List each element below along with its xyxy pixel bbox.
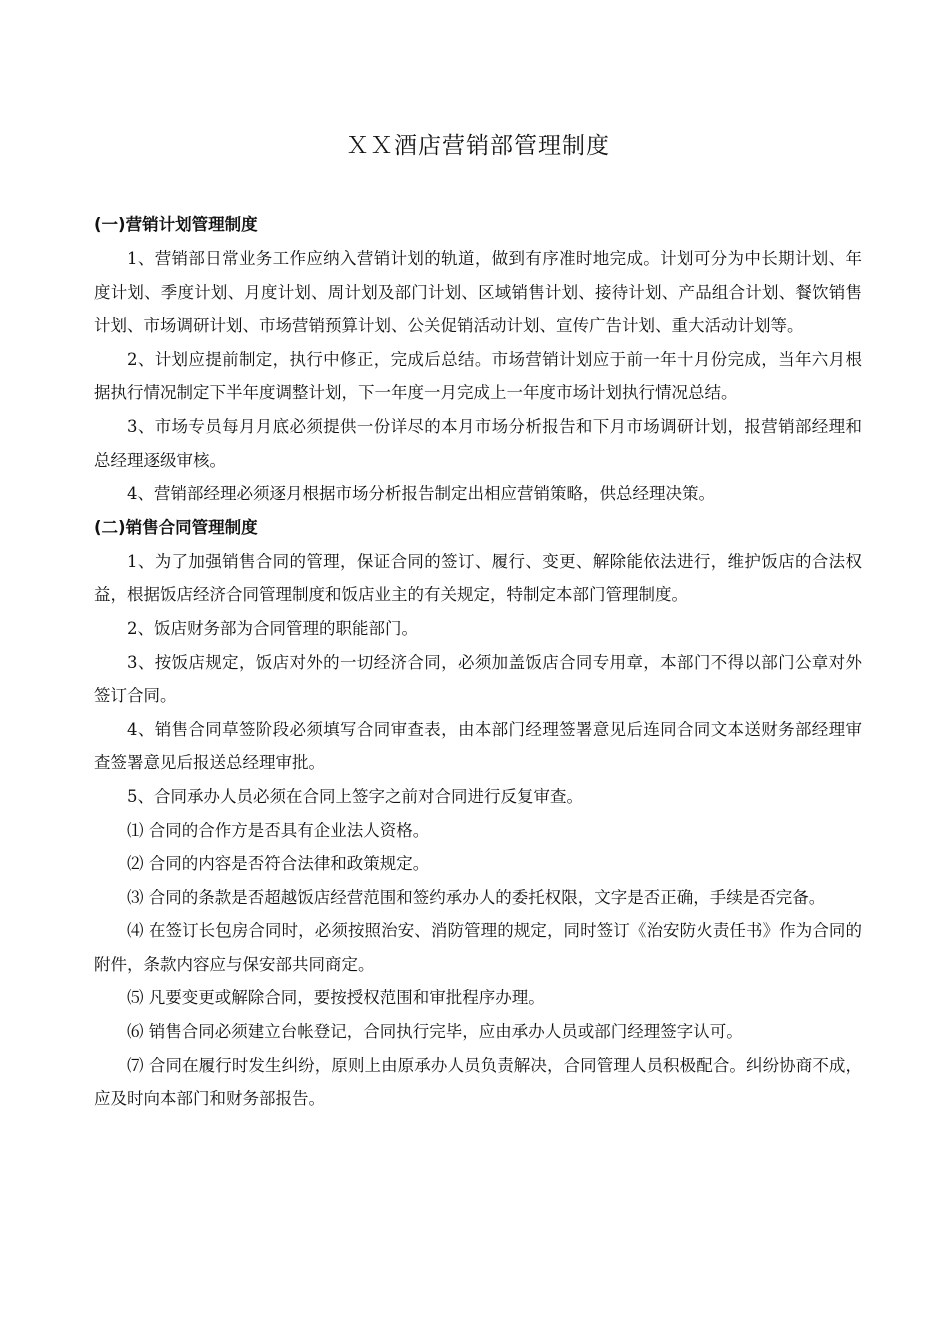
sub-item: ⑶ 合同的条款是否超越饭店经营范围和签约承办人的委托权限，文字是否正确，手续是否完备。 [127,887,826,907]
paragraph: 4、销售合同草签阶段必须填写合同审查表，由本部门经理签署意见后连同合同文本送财务部经理审查签署意见后报送总经理审批。 [94,719,862,773]
paragraph: 1、营销部日常业务工作应纳入营销计划的轨道，做到有序准时地完成。计划可分为中长期计划、年度计划、季度计划、月度计划、周计划及部门计划、区域销售计划、接待计划、产品组合计划、餐饮销售计划、市场调研计划、市场营销预算计划、公关促销活动计划、宣传广告计划、重大活动计划等。 [94,249,862,336]
paragraph: 3、按饭店规定，饭店对外的一切经济合同，必须加盖饭店合同专用章，本部门不得以部门公章对外签订合同。 [94,652,862,706]
sub-item: ⑵ 合同的内容是否符合法律和政策规定。 [127,854,430,874]
section-heading: (二)销售合同管理制度 [94,517,258,537]
sub-item: ⑷ 在签订长包房合同时，必须按照治安、消防管理的规定，同时签订《治安防火责任书》作为合同的附件，条款内容应与保安部共同商定。 [94,921,862,974]
sub-item: ⑴ 合同的合作方是否具有企业法人资格。 [127,820,430,840]
section-heading: (一)营销计划管理制度 [94,215,258,234]
sub-item: ⑹ 销售合同必须建立台帐登记，合同执行完毕，应由承办人员或部门经理签字认可。 [127,1022,743,1042]
section-sales-contract [94,511,862,1116]
sub-item: ⑸ 凡要变更或解除合同，要按授权范围和审批程序办理。 [127,988,545,1008]
section-marketing-plan [94,208,862,511]
paragraph: 3、市场专员每月月底必须提供一份详尽的本月市场分析报告和下月市场调研计划，报营销部经理和总经理逐级审核。 [94,416,862,470]
paragraph: 5、合同承办人员必须在合同上签字之前对合同进行反复审查。 [127,786,583,806]
paragraph: 2、计划应提前制定，执行中修正，完成后总结。市场营销计划应于前一年十月份完成，当年六月根据执行情况制定下半年度调整计划，下一年度一月完成上一年度市场计划执行情况总结。 [94,349,862,403]
document-title: ＸＸ酒店营销部管理制度 [346,133,610,159]
sub-item: ⑺ 合同在履行时发生纠纷，原则上由原承办人员负责解决，合同管理人员积极配合。纠纷协商不成，应及时向本部门和财务部报告。 [94,1055,862,1109]
paragraph: 2、饭店财务部为合同管理的职能部门。 [127,618,418,638]
paragraph: 1、为了加强销售合同的管理，保证合同的签订、履行、变更、解除能依法进行，维护饭店的合法权益，根据饭店经济合同管理制度和饭店业主的有关规定，特制定本部门管理制度。 [94,551,862,605]
paragraph: 4、营销部经理必须逐月根据市场分析报告制定出相应营销策略，供总经理决策。 [127,484,715,504]
document-page [94,128,862,1116]
